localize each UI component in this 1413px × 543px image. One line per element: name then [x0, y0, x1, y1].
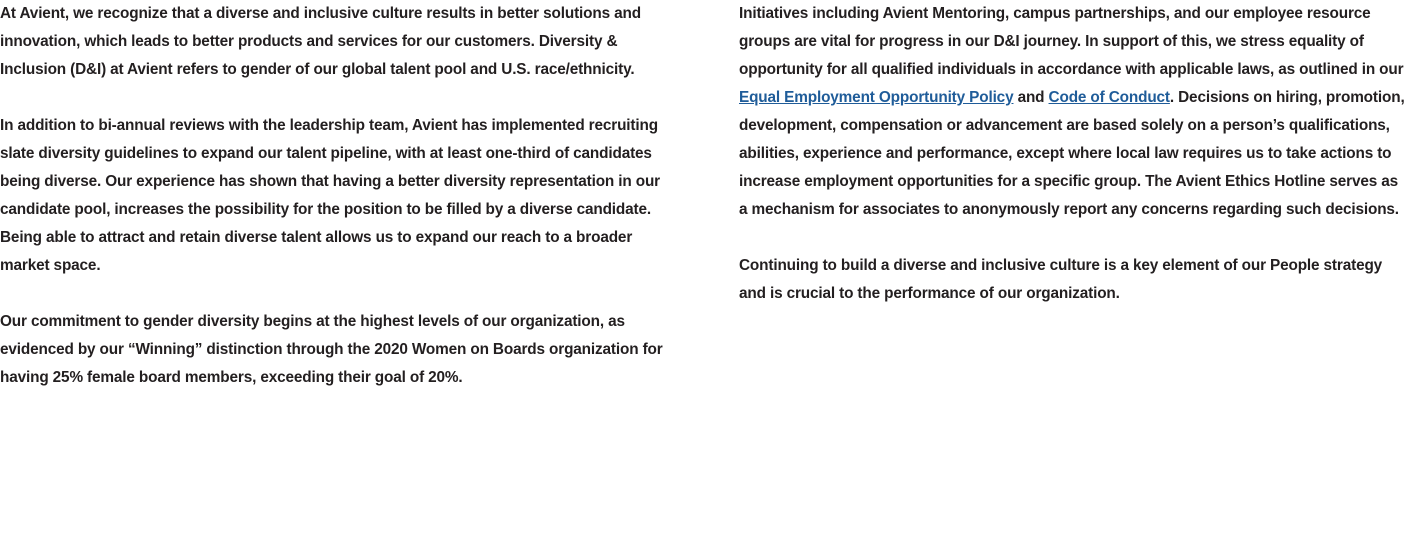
paragraph-left-2: In addition to bi-annual reviews with the leadership team, Avient has implemented recruiting slate diversity guidelines to expand our talent pipeline, with at least one-third of candidates being diverse. Our experience has shown that having a better diversity representation in our candidate pool, increases the possibility for the position to be filled by a diverse candidate. Being able to attract and retain diverse talent allows us to expand our reach to a broader market space.: [0, 117, 661, 274]
left-column: [0, 0, 675, 392]
paragraph-left-1: At Avient, we recognize that a diverse and inclusive culture results in better solutions and innovation, which leads to better products and services for our customers. Diversity & Inclusion (D&I) at Avient refers to gender of our global talent pool and U.S. race/ethnicity.: [0, 5, 641, 78]
code-of-conduct-link[interactable]: Code of Conduct: [1048, 89, 1170, 106]
paragraph-right-1-part-2: and: [1013, 89, 1049, 106]
paragraph-right-1-part-1: Initiatives including Avient Mentoring, campus partnerships, and our employee resource groups are vital for progress in our D&I journey. In support of this, we stress equality of opportunity for all qualified individuals in accordance with applicable laws, as outlined in our: [739, 5, 1404, 78]
paragraph-right-1: [739, 0, 1407, 224]
right-column: [739, 0, 1413, 308]
paragraph-left-3: Our commitment to gender diversity begins at the highest levels of our organization, as evidenced by our “Winning” distinction through the 2020 Women on Boards organization for having 25% female board members, exceeding their goal of 20%.: [0, 313, 663, 386]
equal-employment-opportunity-policy-link[interactable]: Equal Employment Opportunity Policy: [739, 89, 1014, 106]
paragraph-right-1-part-3: . Decisions on hiring, promotion, development, compensation or advancement are based solely on a person’s qualifications, abilities, experience and performance, except where local law requires us to take actions to increase employment opportunities for a specific group. The Avient Ethics Hotline serves as a mechanism for associates to anonymously report any concerns regarding such decisions.: [739, 89, 1405, 218]
paragraph-right-2: Continuing to build a diverse and inclusive culture is a key element of our People strategy and is crucial to the performance of our organization.: [739, 257, 1383, 302]
